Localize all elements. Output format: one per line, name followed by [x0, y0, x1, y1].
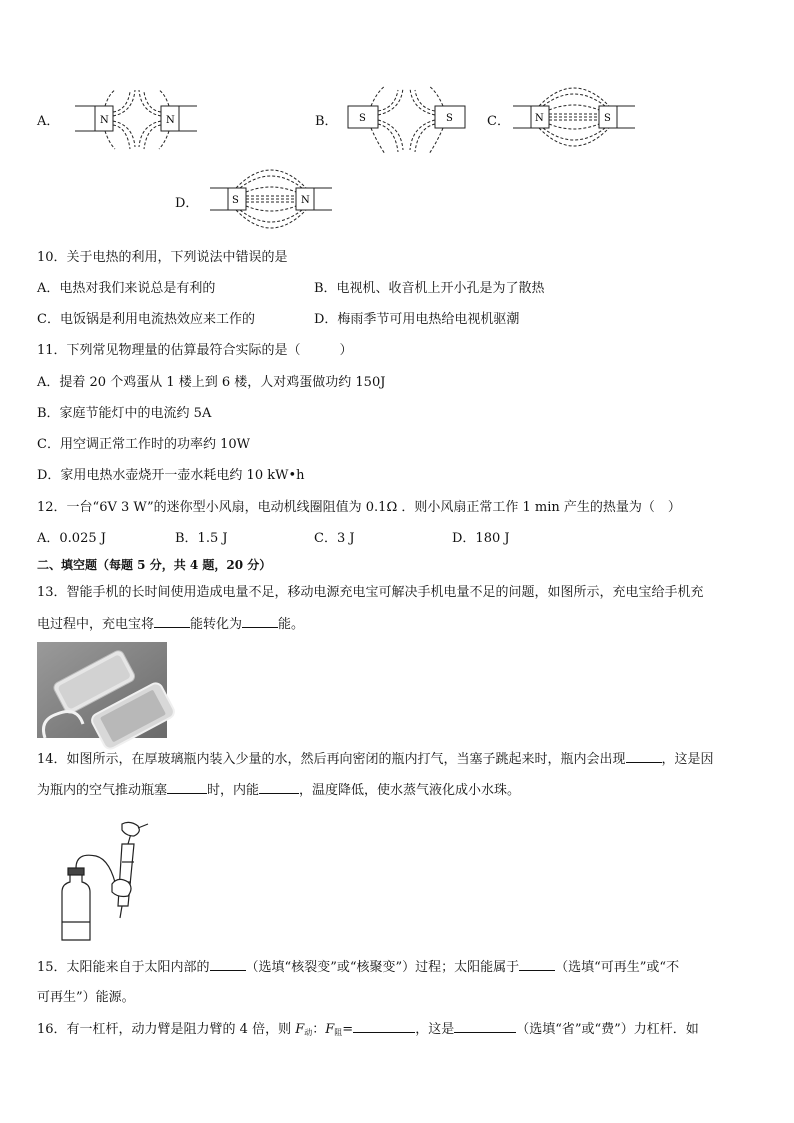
option-d-label: D．	[175, 196, 199, 211]
q13-line1: 13．智能手机的长时间使用造成电量不足，移动电源充电宝可解决手机电量不足的问题，如图所示，充电宝给手机充	[37, 585, 704, 600]
blank	[353, 1020, 415, 1033]
option-a-label: A．	[37, 114, 60, 129]
magnet-diagram-b	[343, 86, 468, 154]
q13-line2: 电过程中，充电宝将 能转化为 能。	[37, 617, 305, 632]
blank	[519, 958, 555, 971]
power-bank-photo	[37, 642, 167, 738]
q15-line2: 可再生”）能源。	[37, 990, 135, 1005]
q10-option-a: A．电热对我们来说总是有利的	[37, 281, 216, 296]
q11-option-a: A．提着 20 个鸡蛋从 1 楼上到 6 楼，人对鸡蛋做功约 150J	[37, 375, 386, 390]
section-title: 二、填空题（每题 5 分，共 4 题，20 分）	[37, 558, 272, 572]
magnet-a-right-pole: N	[166, 115, 175, 126]
magnet-diagram-c	[513, 86, 638, 154]
magnet-b-left-pole: S	[359, 113, 366, 124]
blank	[454, 1020, 516, 1033]
q14-line2: 为瓶内的空气推动瓶塞 时，内能 ，温度降低，使水蒸气液化成小水珠。	[37, 783, 521, 798]
q16-line1: 16．有一杠杆，动力臂是阻力臂的 4 倍，则 $F_动$：$F_阻=$ ，这是 （选填“省”或“费”）力杠杆．如	[37, 1022, 699, 1037]
q11-option-d: D．家用电热水壶烧开一壶水耗电约 10 kW•h	[37, 468, 305, 483]
q10-option-d: D．梅雨季节可用电热给电视机驱潮	[314, 312, 520, 327]
q10-option-b: B．电视机、收音机上开小孔是为了散热	[314, 281, 545, 296]
q12-option-c: C．3 J	[314, 531, 355, 546]
q12-option-a: A．0.025 J	[37, 531, 106, 546]
q12-stem: 12．一台“6V 3 W”的迷你型小风扇，电动机线圈阻值为 0.1Ω ．则小风扇正常工作 1 min 产生的热量为（ ）	[37, 500, 681, 515]
magnet-a-left-pole: N	[100, 115, 109, 126]
q12-option-d: D．180 J	[452, 531, 510, 546]
magnet-c-left-pole: N	[535, 113, 544, 124]
blank	[210, 958, 246, 971]
magnet-diagram-d	[210, 168, 335, 236]
q10-option-c: C．电饭锅是利用电流热效应来工作的	[37, 312, 255, 327]
option-c-label: C．	[487, 114, 510, 129]
blank	[626, 750, 662, 763]
option-b-label: B．	[315, 114, 338, 129]
q14-line1: 14．如图所示，在厚玻璃瓶内装入少量的水，然后再向密闭的瓶内打气，当塞子跳起来时，瓶内会出现 ，这是因	[37, 752, 714, 767]
q12-option-b: B．1.5 J	[175, 531, 228, 546]
blank	[167, 781, 207, 794]
blank	[259, 781, 299, 794]
magnet-c-right-pole: S	[604, 113, 611, 124]
q15-line1: 15．太阳能来自于太阳内部的 （选填“核裂变”或“核聚变”）过程；太阳能属于 （选填“可再生”或“不	[37, 960, 680, 975]
blank	[242, 615, 278, 628]
magnet-d-left-pole: S	[232, 195, 239, 206]
magnet-b-right-pole: S	[446, 113, 453, 124]
blank	[154, 615, 190, 628]
q11-option-b: B．家庭节能灯中的电流约 5A	[37, 406, 212, 421]
q11-option-c: C．用空调正常工作时的功率约 10W	[37, 437, 250, 452]
magnet-diagram-a	[75, 90, 200, 150]
q10-stem: 10．关于电热的利用，下列说法中错误的是	[37, 250, 288, 265]
magnet-d-right-pole: N	[301, 195, 310, 206]
bottle-pump-diagram	[52, 822, 152, 944]
q11-stem: 11．下列常见物理量的估算最符合实际的是（ ）	[37, 343, 353, 358]
